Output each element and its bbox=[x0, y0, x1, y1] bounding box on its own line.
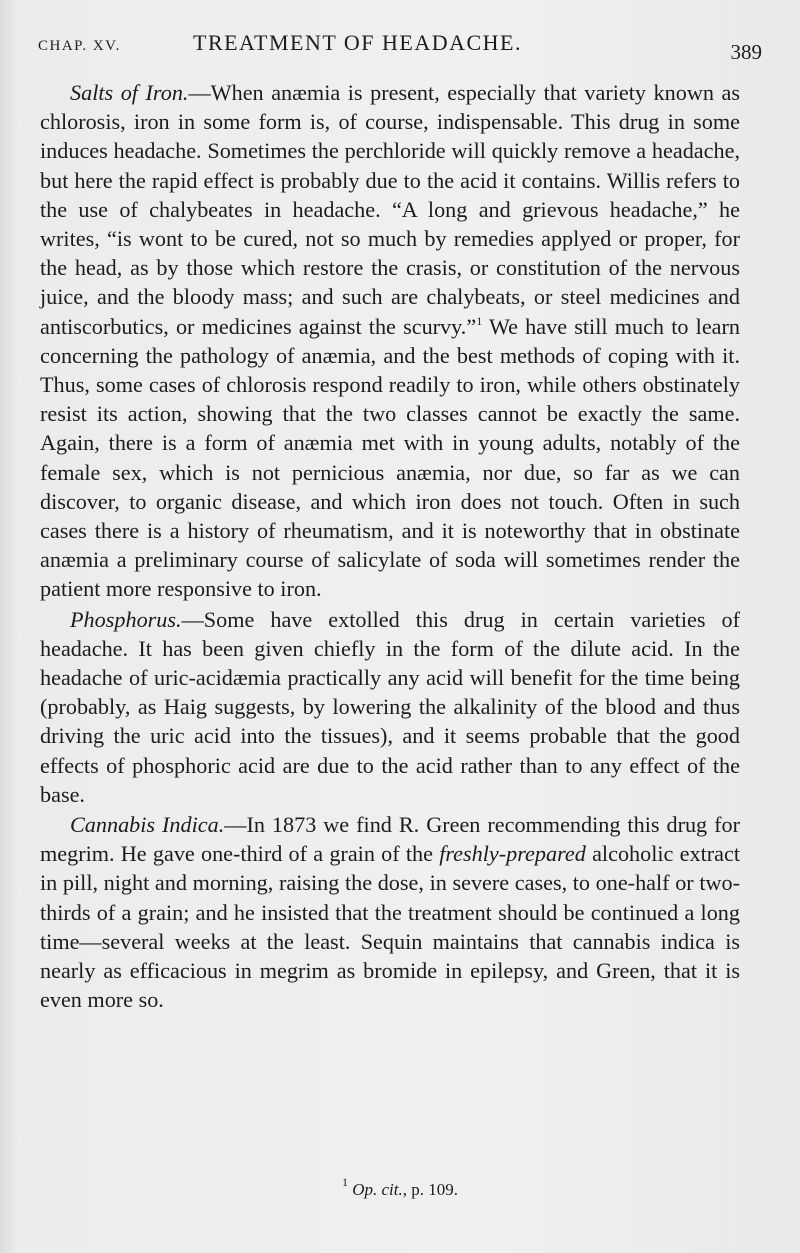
footnote-number: 1 bbox=[341, 1175, 348, 1189]
footnote bbox=[0, 1175, 800, 1200]
paragraph-text: —When anæmia is present, especially that variety known as chlorosis, iron in some form is, of course, indispensable. This drug in some induces headache. Sometimes the perchloride will quickly remove a headache, but here the rapid effect is probably due to the acid it contains. Willis refers to the use of chalybeates in headache. “A long and grievous headache,” he writes, “is wont to be cured, not so much by remedies applyed or proper, for the head, as by those which restore the crasis, or constitution of the nervous juice, and the bloody mass; and such are chalybeats, or steel medicines and antiscorbutics, or medicines against the scurvy.” bbox=[40, 80, 740, 339]
paragraph-text: alcoholic extract in pill, night and morning, raising the dose, in severe cases, to one-half or two-thirds of a grain; and he insisted that the treatment should be continued a long time—several weeks at the least. Sequin maintains that cannabis indica is nearly as efficacious in megrim as bromide in epilepsy, and Green, that it is even more so. bbox=[40, 841, 740, 1013]
footnote-page: , p. 109. bbox=[402, 1180, 459, 1199]
page-number: 389 bbox=[730, 40, 762, 64]
body-text bbox=[40, 78, 740, 1015]
running-header bbox=[38, 30, 762, 64]
footnote-source: Op. cit. bbox=[352, 1180, 403, 1199]
running-title: TREATMENT OF HEADACHE. bbox=[193, 30, 522, 55]
footnote-reference: 1 bbox=[476, 313, 483, 328]
paragraph-heading: Cannabis Indica. bbox=[70, 812, 225, 838]
paragraph-text: We have still much to learn concerning the pathology of anæmia, and the best methods of coping with it. Thus, some cases of chlorosis respond readily to iron, while others obstinately resist its action, showing that the two classes cannot be exactly the same. Again, there is a form of anæmia met with in young adults, notably of the female sex, which is not pernicious anæmia, nor due, so far as we can discover, to organic disease, and which iron does not touch. Often in such cases there is a history of rheumatism, and it is noteworthy that in obstinate anæmia a preliminary course of salicylate of soda will sometimes render the patient more responsive to iron. bbox=[40, 313, 740, 602]
paragraph-text: —In 1873 we find R. Green recommending this drug for megrim. He gave one-third of a grain of the bbox=[40, 812, 740, 867]
paragraph-cannabis-indica bbox=[40, 810, 740, 1014]
paragraph-heading: Salts of Iron. bbox=[70, 80, 189, 105]
paragraph-phosphorus bbox=[40, 605, 740, 809]
emphasis-text: freshly-prepared bbox=[439, 841, 586, 867]
paragraph-text: —Some have extolled this drug in certain varieties of headache. It has been given chiefly in the form of the dilute acid. In the headache of uric-acidæmia practically any acid will benefit for the time being (probably, as Haig suggests, by lowering the alkalinity of the blood and thus driving the uric acid into the tissues), and it seems probable that the good effects of phosphoric acid are due to the acid rather than to any effect of the base. bbox=[40, 606, 740, 807]
paragraph-salts-of-iron bbox=[40, 78, 740, 604]
chapter-label: CHAP. XV. bbox=[38, 38, 121, 54]
paragraph-heading: Phosphorus. bbox=[70, 606, 182, 632]
